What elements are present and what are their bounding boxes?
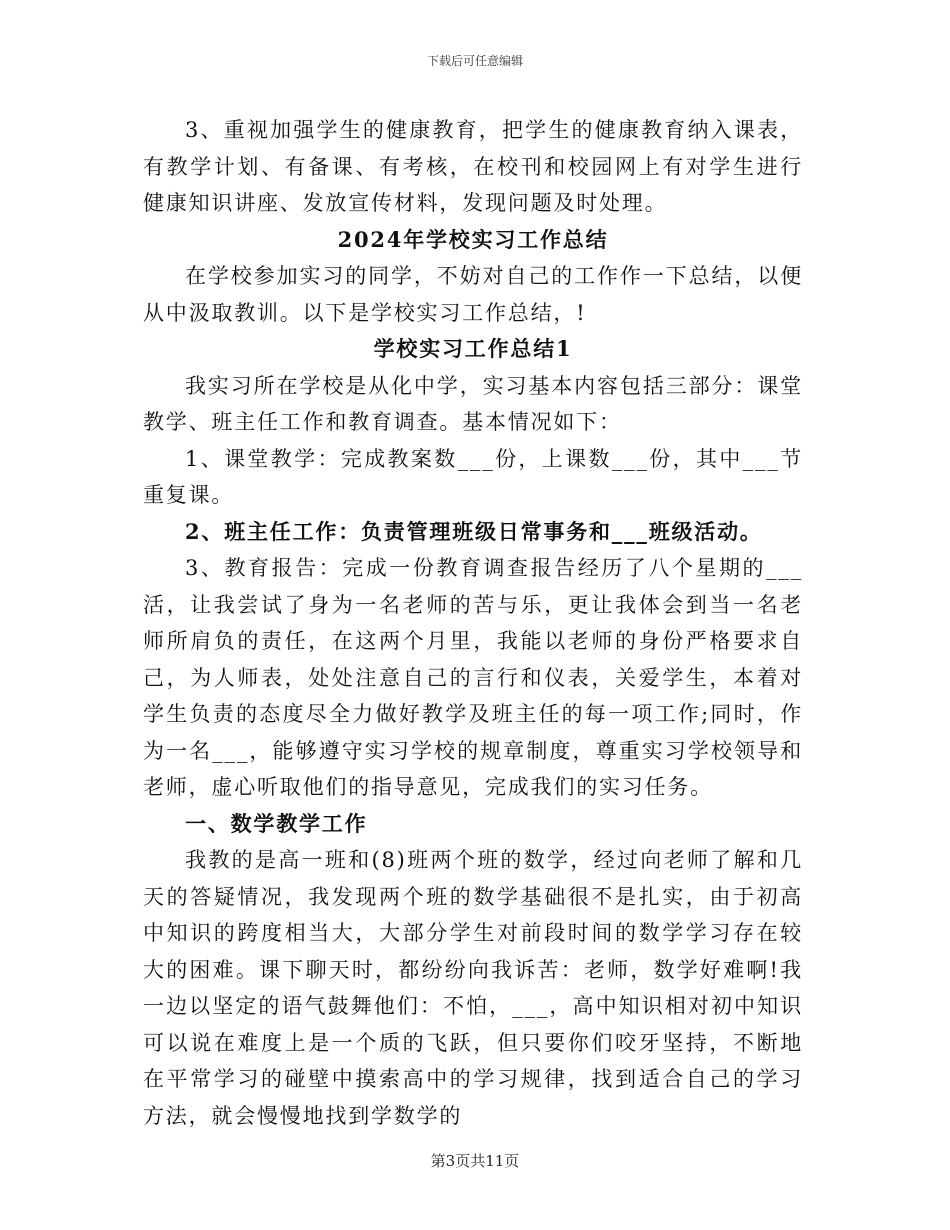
page-header-note: 下载后可任意编辑 (426, 54, 523, 68)
paragraph-intro: 在学校参加实习的同学，不妨对自己的工作作一下总结，以便从中汲取教训。以下是学校实习工作总结，! (143, 264, 803, 325)
paragraph-classroom-teaching: 1、课堂教学：完成教案数___份，上课数___份，其中___节重复课。 (143, 446, 803, 507)
paragraph-education-report: 3、教育报告：完成一份教育调查报告经历了八个星期的___活，让我尝试了身为一名老师的苦与乐，更让我体会到当一名老师所肩负的责任，在这两个月里，我能以老师的身份严格要求自己，为人师表，处处注意自己的言行和仪表，关爱学生，本着对学生负责的态度尽全力做好教学及班主任的每一项工作;同时，作为一名___，能够遵守实习学校的规章制度，尊重实习学校领导和老师，虚心听取他们的指导意见，完成我们的实习任务。 (143, 556, 803, 799)
paragraph-math-teaching: 我教的是高一班和(8)班两个班的数学，经过向老师了解和几天的答疑情况，我发现两个班的数学基础很不是扎实，由于初高中知识的跨度相当大，大部分学生对前段时间的数学学习存在较大的困难。课下聊天时，都纷纷向我诉苦：老师，数学好难啊!我一边以坚定的语气鼓舞他们：不怕，___，高中知识相对初中知识可以说在难度上是一个质的飞跃，但只要你们咬牙坚持，不断地在平常学习的碰壁中摸索高中的学习规律，找到适合自己的学习方法，就会慢慢地找到学数学的 (143, 848, 803, 1128)
document-body (143, 112, 803, 1134)
page-number: 第3页共11页 (430, 1152, 520, 1170)
document-title: 2024年学校实习工作总结 (337, 226, 609, 252)
paragraph-internship-overview: 我实习所在学校是从化中学，实习基本内容包括三部分：课堂教学、班主任工作和教育调查。基本情况如下： (143, 373, 803, 434)
paragraph-class-teacher-work: 2、班主任工作：负责管理班级日常事务和___班级活动。 (185, 518, 763, 544)
paragraph-health-education: 3、重视加强学生的健康教育，把学生的健康教育纳入课表，有教学计划、有备课、有考核，在校刊和校园网上有对学生进行健康知识讲座、发放宣传材料，发现问题及时处理。 (143, 118, 803, 215)
section-title-summary-1: 学校实习工作总结1 (373, 336, 573, 361)
section-heading-math-teaching: 一、数学教学工作 (185, 810, 368, 836)
